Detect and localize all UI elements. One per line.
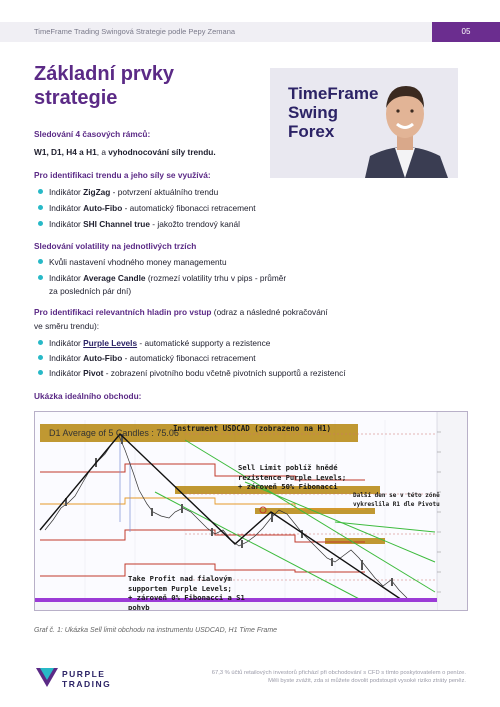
purple-trading-logo: [36, 668, 112, 693]
bullet-dot-icon: [38, 275, 43, 280]
section-timeframes-title: Sledování 4 časových rámců:: [34, 129, 151, 139]
list-item-continuation: za posledních pár dní): [49, 286, 132, 296]
bullet-dot-icon: [38, 340, 43, 345]
section-levels-title-line2: ve směru trendu):: [34, 321, 100, 331]
chart-take-profit-annotation: Take Profit nad fialovým supportem Purple Levels; + zároveň 0% Fibonacci a S1 pohyb: [128, 574, 245, 611]
logo-triangle-icon: [36, 668, 58, 688]
section-volatility-title: Sledování volatility na jednotlivých trzích: [34, 241, 197, 251]
promo-line2: Swing: [288, 103, 339, 122]
bullet-dot-icon: [38, 205, 43, 210]
bullet-dot-icon: [38, 355, 43, 360]
bullet-dot-icon: [38, 221, 43, 226]
bullet-dot-icon: [38, 259, 43, 264]
logo-text: PURPLE TRADING: [62, 669, 112, 689]
chart-instrument-label: Instrument USDCAD (zobrazeno na H1): [173, 424, 332, 433]
risk-disclaimer: 67,3 % účtů retailových investorů přichází při obchodování s CFD s tímto poskytovatelem o peníze. Měli byste zvážit, zda si můžete dovolit podstoupit vysoké riziko ztráty peněz.: [211, 670, 466, 684]
section-timeframes-text: W1, D1, H4 a H1, a vyhodnocování síly trendu.: [34, 147, 216, 157]
promo-card: [270, 68, 458, 178]
page-title-line1: Základní prvky: [34, 63, 175, 85]
header-title: TimeFrame Trading Swingová Strategie podle Pepy Zemana: [34, 27, 236, 36]
chart-pivot-annotation: Další den se v této zóně vykreslila R1 dle Pivotu: [353, 492, 440, 508]
purple-levels-link[interactable]: Purple Levels: [83, 338, 138, 348]
promo-line3: Forex: [288, 122, 335, 141]
section-levels-title: Pro identifikaci relevantních hladin pro vstup (odraz a následné pokračování: [34, 307, 328, 317]
trade-chart-screenshot: [34, 411, 468, 611]
bullet-dot-icon: [38, 370, 43, 375]
chart-graphic: [35, 412, 467, 610]
promo-line1: TimeFrame: [288, 84, 379, 103]
page-number: 05: [432, 22, 500, 42]
section-trend-title: Pro identifikaci trendu a jeho síly se využívá:: [34, 170, 211, 180]
presenter-portrait: [270, 68, 458, 178]
page-title: [34, 62, 254, 110]
chart-average-label: D1 Average of 5 Candles : 75.06: [49, 428, 179, 438]
page-title-line2: strategie: [34, 87, 118, 109]
chart-caption: Graf č. 1: Ukázka Sell limit obchodu na instrumentu USDCAD, H1 Time Frame: [34, 627, 278, 634]
bullet-dot-icon: [38, 189, 43, 194]
section-example-title: Ukázka ideálního obchodu:: [34, 391, 142, 401]
chart-sell-annotation: Sell Limit poblíž hnědé rezistence Purple Levels; + zároveň 50% Fibonacci: [238, 463, 347, 491]
